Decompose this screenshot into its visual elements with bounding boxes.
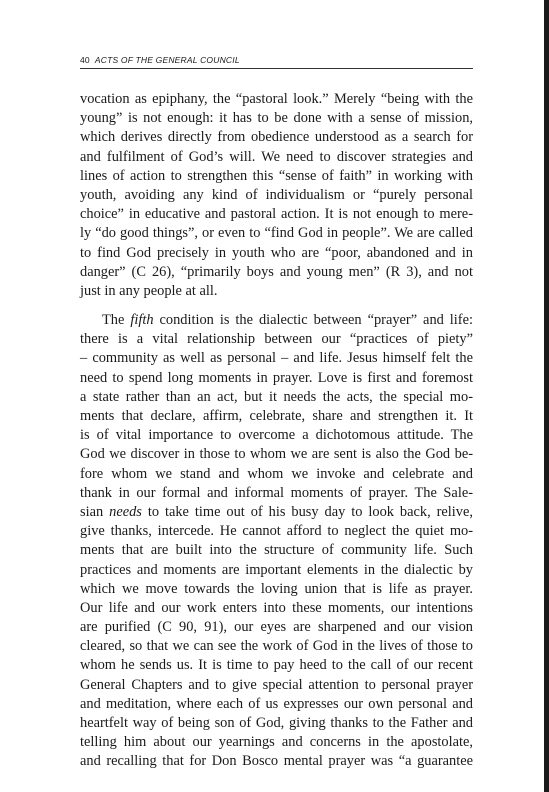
text-line: telling him about our yearnings and concerns in the apostolate, [80, 734, 473, 751]
paragraph-2 [80, 311, 473, 772]
page-edge-shadow [544, 0, 549, 792]
text-line: give thanks, intercede. He cannot afford to neglect the quiet mo- [80, 523, 473, 540]
text-run: condition is the dialectic between “prayer” and life: [153, 312, 473, 329]
text-line: and recalling that for Don Bosco mental prayer was “a guarantee [80, 753, 473, 770]
emphasis-fifth: fifth [130, 312, 154, 329]
running-header [80, 55, 473, 66]
text-line: young” is not enough: it has to be done with a sense of mission, [80, 110, 473, 127]
running-title: ACTS OF THE GENERAL COUNCIL [94, 55, 240, 65]
text-run: to take time out of his busy day to look back, relive, [141, 503, 473, 520]
text-line: a state rather than an act, but it needs the acts, the special mo- [80, 388, 473, 405]
text-line: heartfelt way of being son of God, giving thanks to the Father and [80, 715, 473, 731]
text-line [80, 503, 473, 522]
page-number: 40 [80, 55, 90, 65]
text-line: danger” (C 26), “primarily boys and young men” (R 3), and not [80, 263, 473, 280]
text-line: vocation as epiphany, the “pastoral look.” Merely “being with the [80, 91, 473, 107]
paragraph-gap [80, 301, 473, 311]
text-line: and fulfilment of God’s will. We need to discover strategies and [80, 148, 473, 165]
text-line: lines of action to strengthen this “sense of faith” in working with [80, 167, 473, 184]
text-line: is of vital importance to overcome a dichotomous attitude. The [80, 427, 473, 444]
text-line: thank in our formal and informal moments of prayer. The Sale- [80, 484, 473, 501]
text-line: youth, avoiding any kind of individualism or “purely personal [80, 186, 473, 203]
text-line: are purified (C 90, 91), our eyes are sharpened and our vision [80, 619, 473, 636]
paragraph-1 [80, 90, 473, 301]
body-text [80, 90, 473, 772]
text-line: Our life and our work enters into these moments, our intentions [80, 599, 473, 616]
text-line: need to spend long moments in prayer. Love is first and foremost [80, 369, 473, 386]
text-line: ments that declare, affirm, celebrate, share and strengthen it. It [80, 408, 473, 424]
text-line: cleared, so that we can see the work of God in the lives of those to [80, 638, 473, 655]
text-run: The [102, 312, 131, 329]
text-run: sian [80, 503, 110, 520]
text-line: whom he sends us. It is time to pay heed to the call of our recent [80, 657, 473, 674]
text-line: just in any people at all. [80, 282, 218, 299]
emphasis-needs: needs [109, 503, 142, 520]
text-line: choice” in educative and pastoral action. It is not enough to mere- [80, 206, 473, 223]
text-line: there is a vital relationship between our “practices of piety” [80, 331, 473, 348]
text-line: ments that are built into the structure of community life. Such [80, 542, 473, 559]
text-line: which we move towards the loving union that is life as prayer. [80, 580, 473, 597]
text-line: fore whom we stand and whom we invoke and celebrate and [80, 465, 473, 482]
text-line: practices and moments are important elements in the dialectic by [80, 561, 473, 578]
text-line: – community as well as personal – and life. Jesus himself felt the [80, 350, 473, 367]
text-line: and meditation, where each of us expresses our own personal and [80, 695, 473, 712]
text-line: God we discover in those to whom we are sent is also the God be- [80, 446, 473, 463]
header-rule [80, 68, 473, 69]
text-line [80, 311, 473, 330]
text-line: to find God precisely in youth who are “poor, abandoned and in [80, 244, 473, 261]
text-line: General Chapters and to give special attention to personal prayer [80, 676, 473, 693]
text-line: which derives directly from obedience understood as a search for [80, 129, 473, 146]
text-line: ly “do good things”, or even to “find God in people”. We are called [80, 225, 473, 242]
